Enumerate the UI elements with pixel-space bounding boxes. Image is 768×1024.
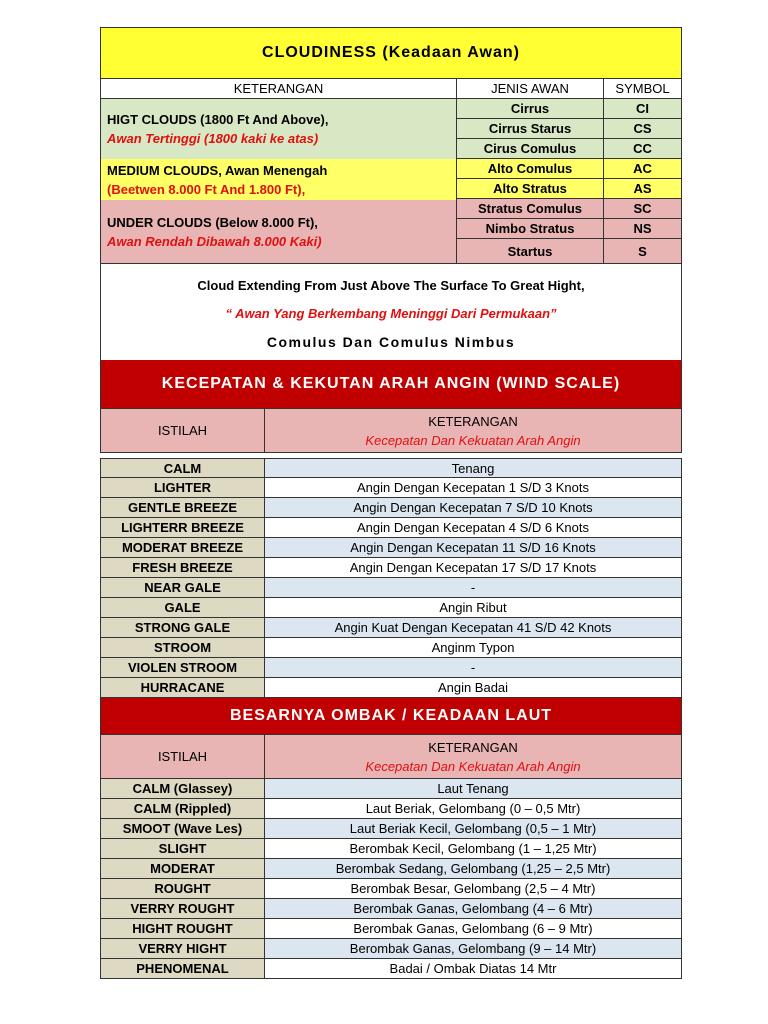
sea-header-row (100, 734, 682, 779)
wind-keterangan: Angin Kuat Dengan Kecepatan 41 S/D 42 Knots (265, 618, 681, 638)
wind-istilah: LIGHTERR BREEZE (101, 518, 265, 538)
cloud-group-high (101, 99, 456, 159)
cloud-extending-note (100, 264, 682, 360)
wind-istilah: FRESH BREEZE (101, 558, 265, 578)
cloud-type-name: Nimbo Stratus (457, 219, 604, 239)
cloud-group-under-line1: UNDER CLOUDS (Below 8.000 Ft), (107, 214, 318, 230)
cloud-type-symbol: S (604, 239, 681, 264)
sea-header-istilah: ISTILAH (101, 735, 265, 779)
extending-line1: Cloud Extending From Just Above The Surface To Great Hight, (197, 278, 585, 294)
cloud-type-name: Alto Stratus (457, 179, 604, 199)
sea-istilah: SMOOT (Wave Les) (101, 819, 265, 839)
wind-keterangan: Angin Dengan Kecepatan 17 S/D 17 Knots (265, 558, 681, 578)
cloud-type-row (457, 139, 681, 159)
header-keterangan: KETERANGAN (101, 79, 457, 99)
extending-line3: Comulus Dan Comulus Nimbus (266, 333, 516, 350)
wind-row (100, 618, 682, 638)
wind-header-istilah: ISTILAH (101, 409, 265, 453)
wind-istilah: VIOLEN STROOM (101, 658, 265, 678)
wind-istilah: HURRACANE (101, 678, 265, 698)
sea-row (100, 779, 682, 799)
cloud-type-symbol: CC (604, 139, 681, 159)
wind-istilah: MODERAT BREEZE (101, 538, 265, 558)
sea-row (100, 899, 682, 919)
sea-header-keterangan-label: KETERANGAN (428, 739, 518, 755)
sea-istilah: SLIGHT (101, 839, 265, 859)
sea-istilah: VERRY HIGHT (101, 939, 265, 959)
cloud-group-medium-line2: (Beetwen 8.000 Ft And 1.800 Ft), (107, 181, 306, 197)
sea-keterangan: Badai / Ombak Diatas 14 Mtr (265, 959, 681, 979)
cloud-groups (100, 99, 682, 264)
header-symbol: SYMBOL (604, 79, 681, 99)
sea-istilah: ROUGHT (101, 879, 265, 899)
wind-keterangan: Angin Dengan Kecepatan 4 S/D 6 Knots (265, 518, 681, 538)
wind-header-keterangan (265, 409, 681, 453)
wind-istilah: CALM (101, 459, 265, 478)
wind-row (100, 558, 682, 578)
sea-istilah: VERRY ROUGHT (101, 899, 265, 919)
wind-row (100, 498, 682, 518)
sea-row (100, 879, 682, 899)
cloud-type-row (457, 199, 681, 219)
sea-row (100, 939, 682, 959)
cloud-type-row (457, 219, 681, 239)
sea-istilah: PHENOMENAL (101, 959, 265, 979)
wind-keterangan: - (265, 578, 681, 598)
cloud-group-medium (101, 159, 456, 200)
sea-row (100, 859, 682, 879)
sea-istilah: CALM (Glassey) (101, 779, 265, 799)
header-jenis-awan: JENIS AWAN (457, 79, 604, 99)
cloud-type-symbol: SC (604, 199, 681, 219)
wind-keterangan: Angin Dengan Kecepatan 1 S/D 3 Knots (265, 478, 681, 498)
wind-row (100, 658, 682, 678)
wind-row (100, 678, 682, 698)
cloud-type-symbol: CS (604, 119, 681, 139)
wind-keterangan: Angin Dengan Kecepatan 7 S/D 10 Knots (265, 498, 681, 518)
wind-istilah: GENTLE BREEZE (101, 498, 265, 518)
sea-istilah: HIGHT ROUGHT (101, 919, 265, 939)
wind-keterangan: Angin Dengan Kecepatan 11 S/D 16 Knots (265, 538, 681, 558)
wind-row (100, 598, 682, 618)
wind-istilah: STROOM (101, 638, 265, 658)
sea-keterangan: Berombak Sedang, Gelombang (1,25 – 2,5 Mtr) (265, 859, 681, 879)
wind-row (100, 638, 682, 658)
cloud-type-row (457, 159, 681, 179)
wind-scale-title: KECEPATAN & KEKUTAN ARAH ANGIN (WIND SCALE) (100, 360, 682, 408)
wind-keterangan: Tenang (265, 459, 681, 478)
sea-keterangan: Berombak Besar, Gelombang (2,5 – 4 Mtr) (265, 879, 681, 899)
cloud-type-name: Cirrus (457, 99, 604, 119)
cloud-type-symbol: AS (604, 179, 681, 199)
cloud-type-row (457, 239, 681, 264)
wind-istilah: GALE (101, 598, 265, 618)
sea-istilah: MODERAT (101, 859, 265, 879)
cloud-type-name: Stratus Comulus (457, 199, 604, 219)
sea-row (100, 919, 682, 939)
sea-row (100, 839, 682, 859)
cloud-type-name: Alto Comulus (457, 159, 604, 179)
wind-keterangan: Angin Ribut (265, 598, 681, 618)
wind-istilah: LIGHTER (101, 478, 265, 498)
wind-header-keterangan-label: KETERANGAN (428, 413, 518, 429)
cloud-type-row (457, 99, 681, 119)
sea-state-title: BESARNYA OMBAK / KEADAAN LAUT (100, 698, 682, 734)
sea-keterangan: Berombak Ganas, Gelombang (6 – 9 Mtr) (265, 919, 681, 939)
cloud-group-high-line2: Awan Tertinggi (1800 kaki ke atas) (107, 131, 319, 146)
sea-header-keterangan-sub: Kecepatan Dan Kekuatan Arah Angin (365, 758, 581, 774)
sea-keterangan: Laut Tenang (265, 779, 681, 799)
cloud-group-under-line2: Awan Rendah Dibawah 8.000 Kaki) (107, 233, 322, 249)
cloud-type-symbol: NS (604, 219, 681, 239)
wind-row (100, 538, 682, 558)
cloud-type-row (457, 119, 681, 139)
wind-keterangan: - (265, 658, 681, 678)
cloud-type-name: Startus (457, 239, 604, 264)
cloud-types-list (457, 99, 681, 264)
cloud-type-symbol: CI (604, 99, 681, 119)
sea-row (100, 799, 682, 819)
sea-keterangan: Berombak Ganas, Gelombang (9 – 14 Mtr) (265, 939, 681, 959)
wind-keterangan: Angin Badai (265, 678, 681, 698)
sea-istilah: CALM (Rippled) (101, 799, 265, 819)
cloud-type-row (457, 179, 681, 199)
cloud-type-symbol: AC (604, 159, 681, 179)
wind-row (100, 518, 682, 538)
cloud-type-name: Cirus Comulus (457, 139, 604, 159)
wind-header-row (100, 408, 682, 453)
sea-header-keterangan (265, 735, 681, 779)
extending-line2: “ Awan Yang Berkembang Meninggi Dari Permukaan” (225, 305, 557, 321)
cloud-type-name: Cirrus Starus (457, 119, 604, 139)
cloudiness-title: CLOUDINESS (Keadaan Awan) (101, 28, 681, 79)
cloudiness-header-row (100, 79, 682, 99)
sea-keterangan: Berombak Ganas, Gelombang (4 – 6 Mtr) (265, 899, 681, 919)
cloud-group-high-line1: HIGT CLOUDS (1800 Ft And Above), (107, 112, 329, 127)
sea-keterangan: Laut Beriak Kecil, Gelombang (0,5 – 1 Mtr) (265, 819, 681, 839)
wind-row (100, 478, 682, 498)
cloud-group-under (101, 200, 456, 264)
wind-keterangan: Anginm Typon (265, 638, 681, 658)
wind-row (100, 578, 682, 598)
sea-keterangan: Berombak Kecil, Gelombang (1 – 1,25 Mtr) (265, 839, 681, 859)
sea-row (100, 959, 682, 979)
sea-keterangan: Laut Beriak, Gelombang (0 – 0,5 Mtr) (265, 799, 681, 819)
wind-istilah: STRONG GALE (101, 618, 265, 638)
sea-row (100, 819, 682, 839)
weather-reference-sheet (100, 27, 682, 979)
wind-istilah: NEAR GALE (101, 578, 265, 598)
cloud-group-medium-line1: MEDIUM CLOUDS, Awan Menengah (107, 162, 328, 178)
wind-row (100, 458, 682, 478)
wind-header-keterangan-sub: Kecepatan Dan Kekuatan Arah Angin (365, 432, 581, 448)
